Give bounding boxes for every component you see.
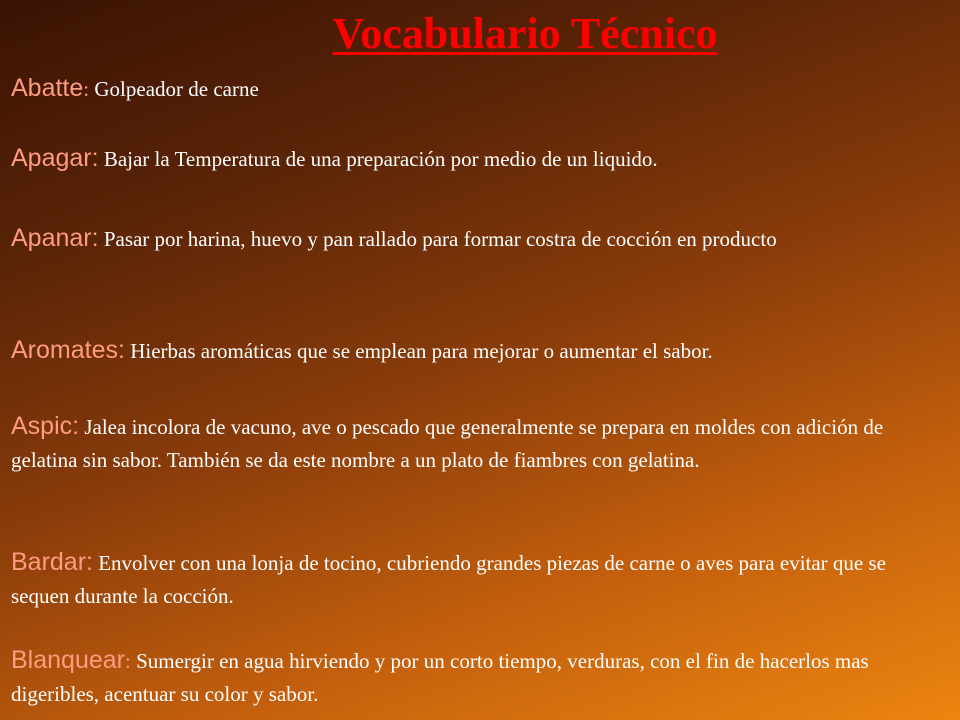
vocab-entry-abatte [11, 72, 946, 106]
vocab-definition: Bajar la Temperatura de una preparación por medio de un liquido. [103, 147, 658, 171]
vocab-entry-aromates [11, 334, 946, 368]
vocab-term: Aromates: [11, 336, 125, 364]
vocab-entry-apagar [11, 142, 946, 176]
vocab-separator: : [124, 649, 137, 673]
vocab-definition: Sumergir en agua hirviendo y por un corto tiempo, verduras, con el fin de hacerlos mas digeribles, acentuar su color y sabor. [11, 649, 869, 706]
vocab-term: Abatte [11, 74, 84, 102]
vocab-entry-apanar [11, 222, 946, 256]
vocab-definition: Pasar por harina, huevo y pan rallado para formar costra de cocción en producto [103, 227, 777, 251]
vocab-definition: Envolver con una lonja de tocino, cubriendo grandes piezas de carne o aves para evitar que se sequen durante la cocción. [11, 551, 886, 608]
vocab-term: Bardar: [11, 548, 93, 576]
vocab-entry-aspic [11, 410, 946, 477]
vocab-entry-bardar [11, 546, 946, 613]
vocab-entry-blanquear [11, 644, 946, 711]
vocab-definition: Hierbas aromáticas que se emplean para mejorar o aumentar el sabor. [130, 339, 713, 363]
vocab-definition: Golpeador de carne [94, 77, 259, 101]
vocab-term: Aspic: [11, 412, 80, 440]
vocab-definition: Jalea incolora de vacuno, ave o pescado que generalmente se prepara en moldes con adición de gelatina sin sabor. También se da este nombre a un plato de fiambres con gelatina. [11, 415, 884, 472]
vocab-separator: : [83, 77, 95, 101]
vocab-term: Blanquear [11, 646, 125, 674]
vocab-term: Apanar: [11, 224, 99, 252]
slide-title: Vocabulario Técnico [332, 9, 718, 58]
vocab-term: Apagar: [11, 144, 99, 172]
